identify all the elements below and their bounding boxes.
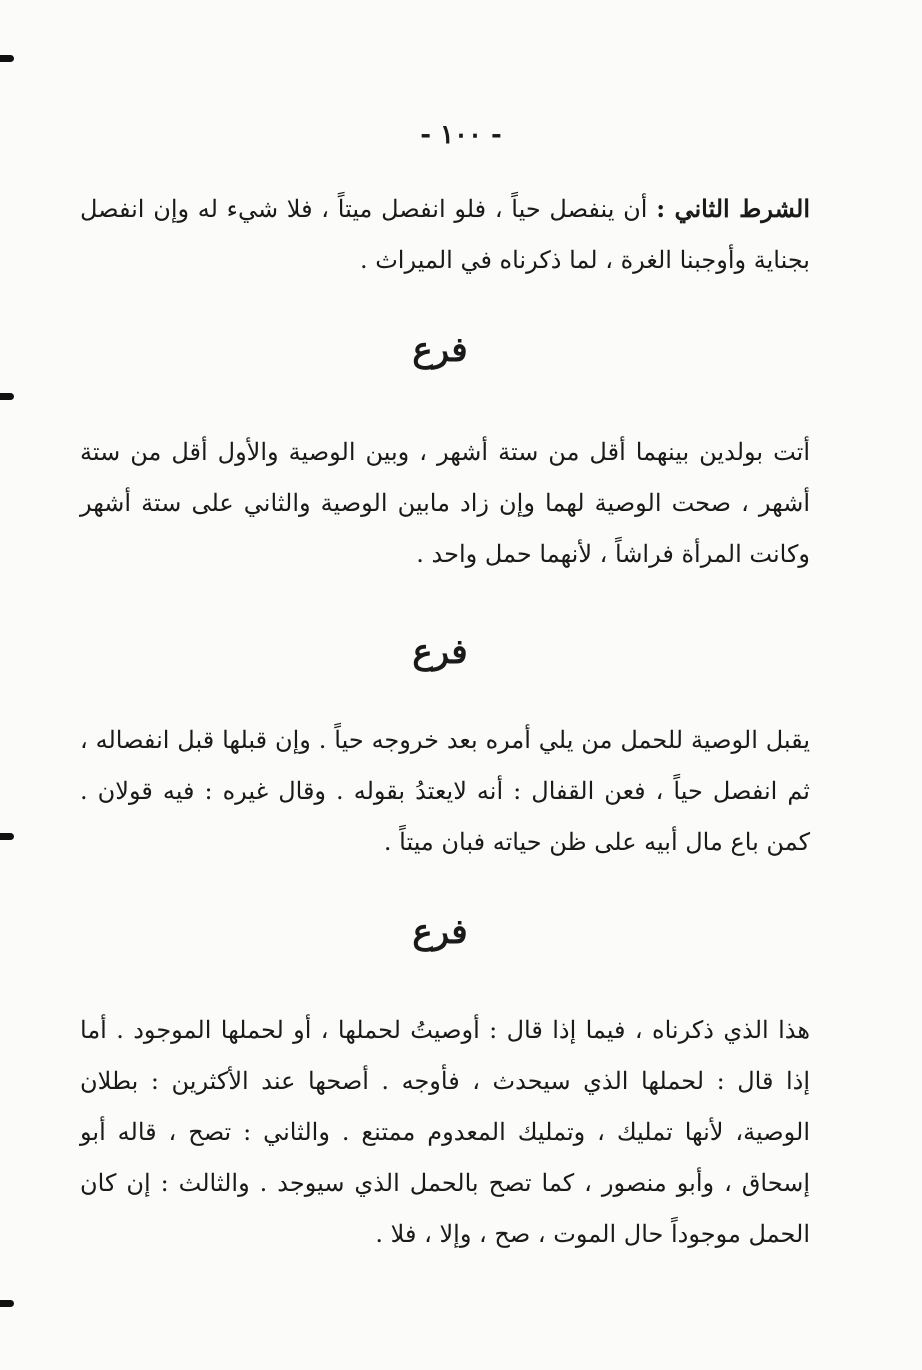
margin-mark — [0, 1300, 14, 1307]
paragraph-lead: الشرط الثاني : — [656, 194, 810, 223]
paragraph-text: أن ينفصل حياً ، فلو انفصل ميتاً ، فلا شيء له وإن انفصل بجناية وأوجبنا الغرة ، لما ذكرناه في الميراث . — [80, 195, 810, 274]
margin-mark — [0, 393, 14, 400]
paragraph-text: هذا الذي ذكرناه ، فيما إذا قال : أوصيتُ لحملها ، أو لحملها الموجود . أما إذا قال : لحملها الذي سيحدث ، فأوجه . أصحها عند الأكثرين : بطلان الوصية، لأنها تمليك ، وتمليك المعدوم ممتنع . والثاني : تصح ، قاله أبو إسحاق ، وأبو منصور ، كما تصح بالحمل الذي سيوجد . والثالث : إن كان الحمل موجوداً حال الموت ، صح ، وإلا ، فلا . — [80, 1016, 810, 1248]
margin-mark — [0, 55, 14, 62]
page-number: - ١٠٠ - — [420, 120, 502, 150]
margin-mark — [0, 833, 14, 840]
paragraph-text: يقبل الوصية للحمل من يلي أمره بعد خروجه حياً . وإن قبلها قبل انفصاله ، ثم انفصل حياً ، فعن القفال : أنه لايعتدُ بقوله . وقال غيره : فيه قولان . كمن باع مال أبيه على ظن حياته فبان ميتاً . — [80, 726, 810, 856]
paragraph-condition-two — [80, 183, 810, 286]
paragraph-future-pregnancy — [80, 1005, 810, 1260]
paragraph-acceptance — [80, 715, 810, 868]
section-heading: فرع — [412, 632, 468, 672]
section-heading: فرع — [412, 330, 468, 370]
section-heading: فرع — [412, 912, 468, 952]
paragraph-twins — [80, 427, 810, 580]
paragraph-text: أتت بولدين بينهما أقل من ستة أشهر ، وبين الوصية والأول أقل من ستة أشهر ، صحت الوصية لهما وإن زاد مابين الوصية والثاني على ستة أشهر وكانت المرأة فراشاً ، لأنهما حمل واحد . — [80, 438, 810, 568]
